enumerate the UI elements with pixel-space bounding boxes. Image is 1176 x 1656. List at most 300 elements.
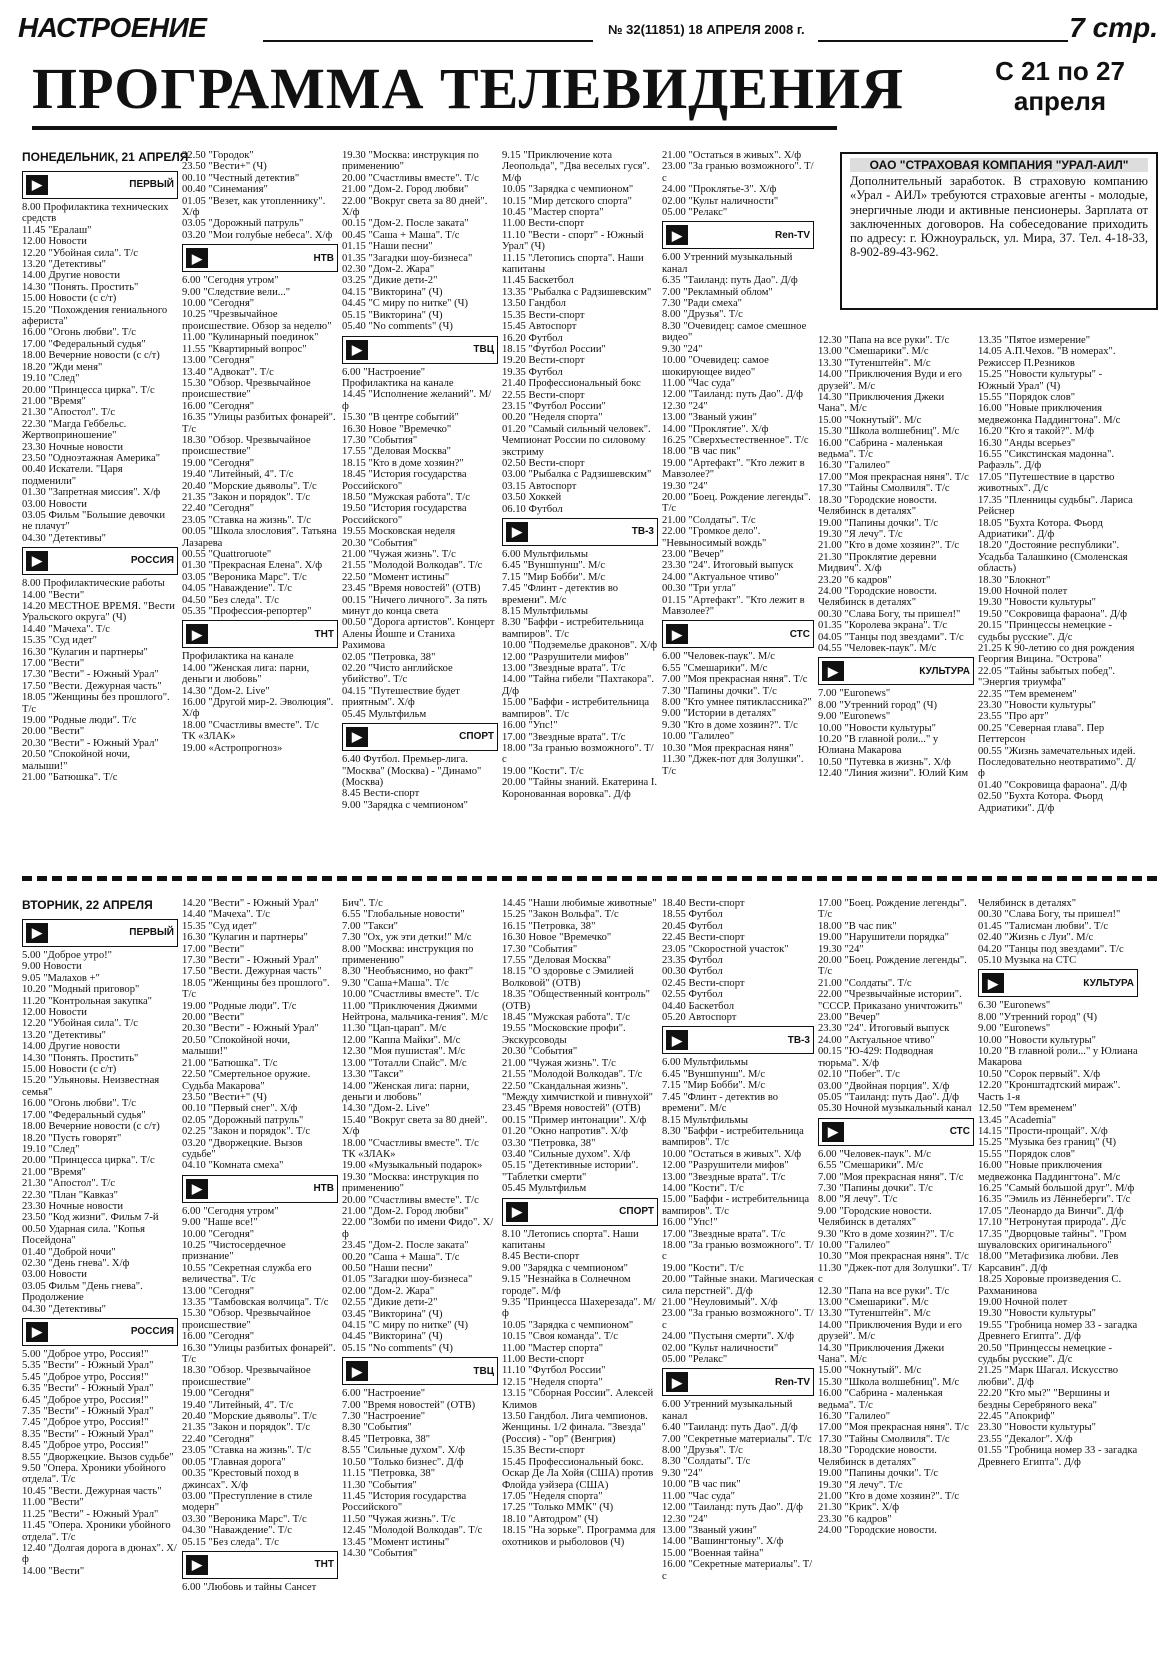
- listing-entry: 13.00 "Тоталли Спайс". М/с: [342, 1057, 467, 1069]
- listing-entry: 18.00 "Метафизика любви. Лев Карсавин". Д/ф: [978, 1251, 1119, 1274]
- listing-entry: 11.15 "Летопись спорта". Наши капитаны: [502, 252, 644, 276]
- monday-column-3: [342, 150, 498, 870]
- listing-entry: 04.30 "Детективы": [22, 1303, 106, 1315]
- listing-entry: 15.55 "Порядок слов": [978, 392, 1076, 404]
- listing-entry: 17.30 "События": [342, 434, 418, 446]
- listing-entry: 16.00 "Сабрина - маленькая ведьма". Т/с: [818, 437, 943, 461]
- listing-entry: 13.20 "Детективы": [22, 1029, 106, 1041]
- insurance-ad: [840, 152, 1158, 310]
- listing-entry: 14.45 "Наши любимые животные": [502, 898, 657, 909]
- listing-entry: 21.00 "Дом-2. Город любви": [342, 1205, 469, 1217]
- listing-entry: 15.25 "Закон Вольфа". Т/с: [502, 909, 619, 921]
- listing-entry: 05.30 Ночной музыкальный канал: [818, 1103, 972, 1115]
- listing-entry: 04.55 "Человек-паук". М/с: [818, 642, 937, 654]
- listing-entry: 02.40 "Жизнь с Луи". М/с: [978, 932, 1094, 944]
- monday-column-4: [502, 150, 658, 870]
- channel-logo: [662, 620, 814, 648]
- listing-entry: 03.30 "Вероника Марс". Т/с: [182, 1513, 307, 1525]
- listing-entry: 13.30 "Тутенштейн". М/с: [818, 1308, 931, 1320]
- listing-entry: 11.00 "Час суда": [662, 377, 735, 389]
- listing-entry: 15.30 "В центре событий": [342, 412, 459, 424]
- listing-entry: 15.30 "Школа волшебниц". М/с: [818, 1376, 960, 1388]
- listing-entry: 21.00 "Кто в доме хозяин?". Т/с: [818, 1490, 960, 1502]
- listing-entry: 12.00 "Каппа Майки". М/с: [342, 1034, 461, 1046]
- listing-entry: 15.20 "Похождения гениального афериста": [22, 304, 168, 328]
- listing-entry: 14.40 "Мачеха". Т/с: [182, 909, 270, 921]
- listing-entry: 21.00 "Солдаты". Т/с: [818, 977, 912, 989]
- listing-entry: 02.30 "Дом-2. Жара": [342, 264, 435, 276]
- listing-entry: 10.00 "Галилео": [818, 1239, 891, 1251]
- listing-entry: 21.00 "Чужая жизнь". Т/с: [342, 549, 456, 560]
- listing-entry: 22.45 "Апокриф": [978, 1411, 1055, 1423]
- listing-entry: 23.50 "Вести+" (Ч): [182, 161, 267, 173]
- listing-entry: 9.35 "Принцесса Шахерезада". М/ф: [502, 1297, 656, 1320]
- listing-entry: 9.00 "Euronews": [978, 1023, 1051, 1035]
- listing-entry: 9.00 "Euronews": [818, 711, 891, 723]
- listing-entry: 14.30 "Понять. Простить": [22, 281, 139, 293]
- listing-entry: 7.00 "Такси": [342, 920, 398, 932]
- listing-entry: 04.15 "Путешествие будет приятным". Х/ф: [342, 685, 460, 709]
- listing-entry: 16.55 "Сикстинская мадонна". Рафаэль". Д/ф: [978, 449, 1115, 472]
- listing-entry: 20.50 "Принцессы немецкие - судьбы русские". Д/с: [978, 1342, 1113, 1366]
- channel-mark-icon: ▶: [506, 1202, 528, 1222]
- channel-logo: [502, 1198, 658, 1226]
- listing-entry: 03.50 Хоккей: [502, 492, 562, 504]
- listing-entry: 22.00 "Чрезвычайные истории". "СССР. Приказано уничтожить": [818, 989, 963, 1012]
- listing-entry: 14.00 Другие новости: [22, 1041, 120, 1053]
- listing-entry: 18.00 "За гранью возможного". Т/с: [662, 1239, 814, 1263]
- listing-entry: 17.00 "Моя прекрасная няня". Т/с: [818, 1422, 969, 1434]
- channel-name: СПОРТ: [459, 731, 494, 743]
- listing-entry: 17.30 "Тайны Смолвиля". Т/с: [818, 483, 950, 495]
- listing-entry: 11.10 "Футбол России": [502, 1365, 606, 1377]
- listing-entry: 6.55 "Смешарики". М/с: [818, 1160, 924, 1172]
- listing-entry: 6.00 "Любовь и тайны Сансет: [182, 1581, 317, 1593]
- listing-entry: 14.05 А.П.Чехов. "В номерах". Режиссер П.Резников: [978, 346, 1116, 369]
- ad-text: Дополнительный заработок. В страховую компанию «Урал - АИЛ» требуются страховые агенты - молодые, энергичные люди и активные пенсионеры. Зарплата от заключенных договоров. На собеседование приходить по адресу: г. Южноуральск, ул. Мира, 37. Тел. 4-18-33, 8-902-89-43-962.: [850, 174, 1148, 260]
- listing-entry: 7.00 "Секретные материалы". Т/с: [662, 1433, 812, 1445]
- listing-entry: 7.30 "Ради смеха": [662, 298, 742, 310]
- listing-entry: 16.00 "Упс!": [502, 720, 558, 732]
- listing-entry: 6.40 Футбол. Премьер-лига. "Москва" (Москва) - "Динамо" (Москва): [342, 754, 482, 788]
- listing-entry: 16.15 "Петровка, 38": [502, 920, 596, 932]
- listing-entry: 21.55 "Молодой Волкодав". Т/с: [502, 1069, 643, 1081]
- listing-entry: 22.50 "Смертельное оружие. Судьба Макарова": [182, 1069, 311, 1092]
- listing-entry: 16.35 "Улицы разбитых фонарей". Т/с: [182, 412, 336, 435]
- listing-entry: 7.15 "Мир Бобби". М/с: [662, 1080, 766, 1092]
- channel-mark-icon: ▶: [666, 1030, 688, 1050]
- listing-entry: 9.15 "Приключение кота Леопольда", "Два веселых гуся". М/ф: [502, 150, 650, 184]
- listing-entry: 6.35 "Вести" - Южный Урал": [22, 1383, 154, 1395]
- title-underline: [32, 126, 837, 130]
- listing-entry: Челябинск в деталях": [978, 898, 1077, 909]
- listing-entry: 18.20 "Пусть говорят": [22, 1132, 122, 1144]
- listing-entry: 19.00 "Кости". Т/с: [662, 1262, 744, 1274]
- listing-entry: 05.40 "No comments" (Ч): [342, 321, 453, 333]
- listing-entry: 18.00 Вечерние новости (с с/т): [22, 350, 160, 362]
- listing-entry: 23.30 Ночные новости: [22, 441, 124, 453]
- listing-entry: 20.00 "Вести": [22, 726, 85, 738]
- listing-entry: 00.05 "Главная дорога": [182, 1456, 286, 1468]
- listing-entry: 20.40 "Морские дьяволы". Т/с: [182, 480, 317, 492]
- listing-entry: 23.20 "6 кадров": [818, 574, 892, 586]
- listing-entry: 04.10 "Комната смеха": [182, 1160, 284, 1172]
- listing-entry: 18.55 Футбол: [662, 909, 723, 921]
- listing-entry: 00.50 "Наши песни": [342, 1263, 433, 1274]
- listing-entry: 00.15 "Ничего личного". За пять минут до конца света: [342, 594, 488, 618]
- listing-entry: 9.05 "Малахов +": [22, 972, 100, 984]
- listing-entry: 01.35 "Загадки шоу-бизнеса": [342, 252, 473, 264]
- listing-entry: 23.05 "Ставка на жизнь". Т/с: [182, 1445, 311, 1457]
- listing-entry: 13.15 "Сборная России". Алексей Климов: [502, 1388, 654, 1411]
- listing-entry: 17.00 "Звездные врата". Т/с: [502, 731, 626, 743]
- listing-entry: 03.05 "Вероника Марс". Т/с: [182, 571, 307, 583]
- listing-entry: 00.15 "Пример интонации". Х/ф: [502, 1114, 647, 1126]
- listing-entry: 9.30 "Саша+Маша". Т/с: [342, 977, 449, 989]
- listing-entry: 22.50 "Скандальная жизнь". "Между химчисткой и пивнухой": [502, 1080, 653, 1103]
- listing-entry: 6.00 Мультфильмы: [502, 549, 588, 560]
- listing-entry: 16.00 "Упс!": [662, 1217, 718, 1229]
- listing-entry: 10.30 "Моя прекрасная няня". Т/с: [818, 1251, 969, 1263]
- listing-entry: 23.30 "24". Итоговый выпуск: [818, 1023, 950, 1035]
- listing-entry: 20.50 "Спокойной ночи, малыши!": [182, 1034, 291, 1058]
- channel-logo: [22, 919, 178, 947]
- listing-entry: 11.45 "Опера. Хроники убойного отдела". Т/с: [22, 1520, 171, 1543]
- listing-entry: 8.45 "Доброе утро, Россия!": [22, 1440, 149, 1452]
- listing-entry: 14.00 "Вести": [22, 1565, 85, 1577]
- listing-entry: 19.00 «Астропрогноз»: [182, 742, 283, 754]
- tuesday-column-6: [818, 898, 974, 1650]
- listing-entry: 21.00 "Солдаты". Т/с: [662, 514, 756, 526]
- channel-logo: [662, 1368, 814, 1396]
- listing-entry: ТК «ЗЛАК»: [342, 1148, 396, 1160]
- listing-entry: 10.30 "Моя прекрасная няня": [662, 742, 794, 754]
- channel-name: ТНТ: [314, 628, 334, 640]
- listing-entry: 14.00 Другие новости: [22, 270, 120, 282]
- listing-entry: 21.00 "Время": [22, 1166, 86, 1178]
- listing-entry: 18.25 Хоровые произведения С. Рахманинова: [978, 1274, 1122, 1297]
- listing-entry: 02.00 "Культ наличности": [662, 195, 779, 207]
- listing-entry: 18.00 "В час пик": [818, 920, 897, 932]
- listing-entry: 10.20 "В главной роли..." у Юлиана Макарова: [978, 1046, 1138, 1069]
- listing-entry: 19.30 "Новости культуры": [978, 1308, 1096, 1320]
- listing-entry: 10.50 "Путевка в жизнь". Х/ф: [818, 756, 951, 768]
- listing-entry: 8.30 "События": [342, 1422, 412, 1434]
- channel-mark-icon: ▶: [822, 1122, 844, 1142]
- listing-entry: 8.30 "Необъяснимо, но факт": [342, 966, 474, 978]
- listing-entry: 10.00 "Очевидец: самое шокирующее видео": [662, 355, 769, 378]
- listing-entry: 18.30 "Городские новости. Челябинск в деталях": [818, 1445, 937, 1468]
- listing-entry: 20.50 "Спокойной ночи, малыши!": [22, 749, 131, 772]
- listing-entry: 10.00 "Подземелье драконов". Х/ф: [502, 640, 658, 652]
- listing-entry: 19.30 "Я лечу". Т/с: [818, 528, 903, 540]
- listing-entry: 20.45 Футбол: [662, 920, 723, 932]
- listing-entry: 7.45 "Флинт - детектив во времени". М/с: [502, 583, 619, 606]
- listing-entry: 6.00 "Сегодня утром": [182, 275, 279, 287]
- listing-entry: 11.20 "Контрольная закупка": [22, 995, 153, 1007]
- listing-entry: 12.00 "Таиланд: путь Дао". Д/ф: [662, 389, 803, 401]
- listing-entry: 18.30 "Городские новости. Челябинск в деталях": [818, 494, 937, 518]
- listing-entry: ТК «ЗЛАК»: [182, 731, 236, 743]
- listing-entry: 17.30 "Вести" - Южный Урал": [22, 669, 159, 681]
- listing-entry: 00.55 "Жизнь замечательных идей. Последовательно неотвратимо". Д/ф: [978, 745, 1136, 780]
- listing-entry: 01.40 "Доброй ночи": [22, 1246, 116, 1258]
- listing-entry: 19.00 "Кости". Т/с: [502, 765, 584, 777]
- listing-entry: 19.00 Ночной полет: [978, 1297, 1068, 1308]
- listing-entry: 22.00 "Вокруг света за 80 дней". Х/ф: [342, 195, 488, 219]
- listing-entry: 9.30 "24": [662, 343, 703, 355]
- listing-entry: 17.10 "Нетронутая природа". Д/с: [978, 1217, 1126, 1229]
- listing-entry: 21.00 "Чужая жизнь". Т/с: [502, 1057, 616, 1069]
- listing-entry: 03.00 "Двойная порция". Х/ф: [818, 1080, 950, 1092]
- listing-entry: 02.25 "Закон и порядок". Т/с: [182, 1126, 311, 1138]
- listing-entry: 22.50 "Момент истины": [342, 571, 450, 583]
- listing-entry: 22.30 "План "Кавказ": [22, 1189, 118, 1201]
- listing-entry: 02.20 "Чисто английское убийство". Т/с: [342, 663, 453, 686]
- listing-entry: 11.00 "Вести": [22, 1497, 84, 1509]
- listing-entry: 21.00 "Время": [22, 395, 86, 407]
- listing-entry: 16.00 "Огонь любви". Т/с: [22, 327, 136, 339]
- listing-entry: 20.00 "Боец. Рождение легенды". Т/с: [818, 955, 967, 978]
- listing-entry: 13.00 "Смешарики". М/с: [818, 1297, 929, 1308]
- listing-entry: 23.05 "Ставка на жизнь". Т/с: [182, 514, 311, 526]
- listing-entry: 16.00 "Сабрина - маленькая ведьма". Т/с: [818, 1388, 943, 1411]
- channel-mark-icon: ▶: [506, 522, 528, 542]
- listing-entry: 21.25 К 90-летию со дня рождения Георгия Вицина. "Острова": [978, 642, 1135, 666]
- channel-name: СТС: [949, 1126, 970, 1138]
- listing-entry: 19.00 «Музыкальный подарок»: [342, 1160, 483, 1172]
- listing-entry: 8.00 "Я лечу". Т/с: [818, 1194, 898, 1206]
- listing-entry: 21.35 "Закон и порядок". Т/с: [182, 1422, 311, 1434]
- listing-entry: 16.25 "Сверхъестественное". Т/с: [662, 434, 809, 446]
- listing-entry: 17.55 "Деловая Москва": [342, 446, 451, 458]
- listing-entry: 00.50 Ударная сила. "Копья Посейдона": [22, 1223, 145, 1247]
- listing-entry: 04.15 "С миру по нитке" (Ч): [342, 1320, 469, 1332]
- listing-entry: 00.40 Искатели. "Царя подменили": [22, 464, 123, 487]
- channel-name: СПОРТ: [619, 1205, 654, 1217]
- listing-entry: 22.00 "Зомби по имени Фидо". Х/ф: [342, 1217, 494, 1240]
- listing-entry: 15.45 Автоспорт: [502, 321, 577, 333]
- listing-entry: 6.00 Утренний музыкальный канал: [662, 1399, 793, 1422]
- channel-logo: [662, 1026, 814, 1054]
- listing-entry: 8.30 "Баффи - истребительница вампиров". Т/с: [502, 617, 644, 640]
- channel-mark-icon: ▶: [346, 340, 368, 360]
- listing-entry: 10.00 "Счастливы вместе". Т/с: [342, 989, 479, 1001]
- listing-entry: Бич". Т/с: [342, 898, 383, 909]
- listing-entry: 17.25 "Только ММК" (Ч): [502, 1502, 614, 1514]
- listing-entry: 03.30 "Петровка, 38": [502, 1137, 596, 1149]
- channel-name: ТНТ: [314, 1559, 334, 1571]
- listing-entry: 05.45 Мультфильм: [502, 1183, 587, 1195]
- listing-entry: 18.00 "В час пик": [662, 446, 741, 458]
- listing-entry: 00.30 "Три угла": [662, 583, 736, 595]
- channel-logo: [662, 221, 814, 249]
- listing-entry: 23.55 "Про арт": [978, 711, 1049, 723]
- channel-name: ТВЦ: [473, 343, 494, 355]
- tuesday-column-2: [182, 898, 338, 1650]
- listing-entry: 14.30 "Дом-2. Live": [182, 685, 270, 697]
- listing-entry: 14.20 "Вести" - Южный Урал": [182, 898, 319, 909]
- listing-entry: 15.25 "Музыка без границ" (Ч): [978, 1137, 1117, 1149]
- listing-entry: 12.30 "24": [662, 400, 708, 412]
- listing-entry: 17.30 "Вести" - Южный Урал": [182, 955, 319, 967]
- listing-entry: 18.05 "Бухта Котора. Фьорд Адриатики". Д/ф: [978, 517, 1103, 540]
- tuesday-column-1: [22, 916, 178, 1650]
- listing-entry: 11.55 "Квартирный вопрос": [182, 343, 307, 355]
- listing-entry: 21.00 "Батюшка". Т/с: [182, 1057, 278, 1069]
- listing-entry: 11.45 "Ералаш": [22, 224, 92, 236]
- listing-entry: 16.35 "Эмиль из Лённеберги". Т/с: [978, 1194, 1131, 1206]
- channel-logo: [818, 1118, 974, 1146]
- listing-entry: 21.00 "Остаться в живых". Х/ф: [662, 150, 802, 161]
- channel-name: ТВЦ: [473, 1365, 494, 1377]
- listing-entry: 19.50 "История государства Российского": [342, 503, 467, 526]
- listing-entry: 01.55 "Гробница номер 33 - загадка Древнего Египта". Д/ф: [978, 1445, 1138, 1468]
- listing-entry: 16.30 "Галилео": [818, 1411, 891, 1423]
- listing-entry: 7.00 "Рекламный облом": [662, 286, 773, 298]
- listing-entry: 9.30 "Кто в доме хозяин?". Т/с: [662, 719, 798, 731]
- listing-entry: 02.10 "Побег". Т/с: [818, 1069, 900, 1081]
- listing-entry: 22.05 "Тайны забытых побед". "Энергия триумфа": [978, 665, 1116, 689]
- listing-entry: 01.35 "Королева экрана". Т/с: [818, 620, 948, 632]
- listing-entry: 00.50 "Дорога артистов". Концерт Алены Йошпе и Станиха Рахимова: [342, 617, 495, 652]
- listing-entry: 19.00 Ночной полет: [978, 585, 1068, 597]
- listing-entry: 14.30 "Приключения Джеки Чана". М/с: [818, 392, 945, 415]
- listing-entry: 20.30 "События": [342, 537, 418, 549]
- listing-entry: 23.30 "Новости культуры": [978, 700, 1096, 711]
- channel-name: ПЕРВЫЙ: [129, 927, 174, 939]
- listing-entry: 18.35 "Общественный контроль" (ОТВ): [502, 989, 650, 1012]
- listing-entry: 12.45 "Молодой Волкодав". Т/с: [342, 1525, 483, 1537]
- listing-entry: 16.30 "Улицы разбитых фонарей". Т/с: [182, 1342, 336, 1366]
- listing-entry: 17.05 "Леонардо да Винчи". Д/ф: [978, 1205, 1124, 1217]
- listing-entry: 17.50 "Вести. Дежурная часть": [22, 680, 162, 692]
- listing-entry: 11.00 Вести-спорт: [502, 218, 585, 230]
- listing-entry: 04.45 "С миру по нитке" (Ч): [342, 298, 469, 310]
- listing-entry: 01.20 "Самый сильный человек". Чемпионат России по силовому экстриму: [502, 423, 651, 458]
- channel-mark-icon: ▶: [186, 1555, 208, 1575]
- listing-entry: 8.55 "Дворжецкие. Вызов судьбе": [22, 1451, 174, 1463]
- channel-logo: [182, 620, 338, 648]
- listing-entry: 21.55 "Молодой Волкодав". Т/с: [342, 560, 483, 572]
- listing-entry: 20.00 "Тайные знаки. Магическая сила перстней". Д/ф: [662, 1274, 814, 1297]
- tuesday-column-4: [502, 898, 658, 1650]
- listing-entry: 14.00 "Приключения Вуди и его друзей". М/с: [818, 369, 962, 392]
- listing-entry: 05.00 "Релакс": [662, 1354, 728, 1366]
- listing-entry: 03.05 Фильм "День гнева". Продолжение: [22, 1280, 143, 1304]
- listing-entry: 06.10 Футбол: [502, 503, 563, 515]
- listing-entry: 14.00 "Проклятие". Х/ф: [662, 423, 769, 435]
- listing-entry: 6.45 "Доброе утро, Россия!": [22, 1394, 149, 1406]
- listing-entry: 13.00 "Сегодня": [182, 355, 255, 367]
- listing-entry: 20.00 "Боец. Рождение легенды". Т/с: [662, 491, 811, 515]
- listing-entry: 11.00 Вести-спорт: [502, 1354, 585, 1366]
- channel-logo: [182, 1175, 338, 1203]
- listing-entry: 21.25 "Марк Шагал. Искусство любви". Д/ф: [978, 1365, 1119, 1388]
- listing-entry: 17.00 "Вести": [182, 943, 245, 955]
- listing-entry: 11.45 "История государства Российского": [342, 1490, 467, 1514]
- listing-entry: 18.00 "Счастливы вместе". Т/с: [182, 719, 319, 731]
- listing-entry: 23.30 Ночные новости: [22, 1200, 124, 1212]
- listing-entry: 10.00 "Сегодня": [182, 1228, 255, 1240]
- listing-entry: 8.15 Мультфильмы: [662, 1114, 748, 1126]
- listing-entry: 15.00 "Чокнутый". М/с: [818, 1365, 922, 1377]
- listing-entry: 19.40 "Литейный, 4". Т/с: [182, 469, 294, 481]
- listing-entry: 02.55 "Дикие дети-2": [342, 1297, 438, 1309]
- listing-entry: 24.00 "Городские новости.: [818, 1525, 937, 1537]
- listing-entry: 18.05 "Женщины без прошлого". Т/с: [182, 977, 330, 1001]
- day-divider: [22, 876, 1157, 881]
- listing-entry: 23.45 "Дом-2. После заката": [342, 1240, 469, 1252]
- tuesday-column-7: [978, 898, 1138, 1650]
- ad-title: ОАО "СТРАХОВАЯ КОМПАНИЯ "УРАЛ-АИЛ": [850, 158, 1148, 172]
- monday-column-2: [182, 150, 338, 870]
- channel-mark-icon: ▶: [26, 551, 48, 571]
- listing-entry: 16.30 "Галилео": [818, 460, 891, 472]
- listing-entry: 14.45 "Исполнение желаний". М/ф: [342, 389, 492, 412]
- listing-entry: 00.55 "Quattroruote": [182, 549, 272, 560]
- listing-entry: 20.30 "События": [502, 1046, 578, 1058]
- listing-entry: 13.45 "Момент истины": [342, 1536, 450, 1548]
- listing-entry: 17.00 "Федеральный судья": [22, 338, 146, 350]
- listing-entry: 15.35 Вести-спорт: [502, 1445, 585, 1457]
- listing-entry: 05.15 "Без следа". Т/с: [182, 1536, 279, 1548]
- channel-name: ТВ-3: [631, 526, 654, 538]
- listing-entry: 12.00 Новости: [22, 236, 87, 248]
- listing-entry: 03.00 Новости: [22, 498, 87, 510]
- listing-entry: 19.55 "Московские профи". Экскурсоводы: [502, 1023, 626, 1046]
- listing-entry: 8.30 "Баффи - истребительница вампиров". Т/с: [662, 1125, 804, 1149]
- listing-entry: 19.35 Футбол: [502, 366, 563, 378]
- listing-entry: 16.30 "Кулагин и партнеры": [182, 932, 308, 944]
- channel-name: ПЕРВЫЙ: [129, 179, 174, 191]
- listing-entry: 12.40 "Долгая дорога в дюнах". Х/ф: [22, 1542, 177, 1566]
- listing-entry: 23.15 "Футбол России": [502, 400, 606, 412]
- listing-entry: 9.00 "Истории в деталях": [662, 708, 777, 720]
- listing-entry: 01.05 "Загадки шоу-бизнеса": [342, 1274, 473, 1286]
- listing-entry: 8.45 Вести-спорт: [342, 788, 420, 800]
- listing-entry: 19.00 "Родные люди". Т/с: [182, 1000, 297, 1012]
- listing-entry: 15.25 "Новости культуры" - Южный Урал" (Ч): [978, 369, 1103, 392]
- listing-entry: 20.40 "Морские дьяволы". Т/с: [182, 1411, 317, 1423]
- listing-entry: 05.00 "Релакс": [662, 207, 728, 219]
- listing-entry: 22.50 "Городок": [182, 150, 254, 161]
- listing-entry: 16.00 "Другой мир-2. Эволюция". Х/ф: [182, 697, 334, 720]
- listing-entry: 12.20 "Кронштадтский мираж". Часть 1-я: [978, 1080, 1121, 1103]
- listing-entry: 15.35 "Суд идет": [182, 920, 257, 932]
- listing-entry: 8.10 "Летопись спорта". Наши капитаны: [502, 1228, 639, 1251]
- listing-entry: 18.40 Вести-спорт: [662, 898, 745, 909]
- listing-entry: Профилактика на канале: [342, 377, 454, 389]
- listing-entry: 04.40 Баскетбол: [662, 1000, 735, 1012]
- listing-entry: 6.40 "Таиланд: путь Дао". Д/ф: [662, 1422, 798, 1434]
- listing-entry: 04.30 "Детективы": [22, 532, 106, 544]
- monday-column-1: [22, 168, 178, 870]
- listing-entry: 01.45 "Талисман любви". Т/с: [978, 920, 1109, 932]
- channel-logo: [342, 1357, 498, 1385]
- listing-entry: 23.45 "Время новостей" (ОТВ): [502, 1103, 641, 1115]
- listing-entry: 03.00 "Преступление в стиле модерн": [182, 1490, 313, 1514]
- listing-entry: 7.30 "Папины дочки". Т/с: [662, 685, 777, 697]
- masthead: [18, 12, 1158, 46]
- listing-entry: 12.00 "Разрушители мифов": [662, 1160, 789, 1172]
- listing-entry: 9.00 "Городские новости. Челябинск в деталях": [818, 1205, 932, 1229]
- monday-heading: ПОНЕДЕЛЬНИК, 21 АПРЕЛЯ: [22, 150, 189, 164]
- listing-entry: 05.10 Музыка на СТС: [978, 955, 1077, 967]
- listing-entry: 23.00 "За гранью возможного". Т/с: [662, 161, 814, 184]
- listing-entry: 21.30 "Апостол". Т/с: [22, 407, 116, 419]
- channel-name: РОССИЯ: [130, 1326, 174, 1338]
